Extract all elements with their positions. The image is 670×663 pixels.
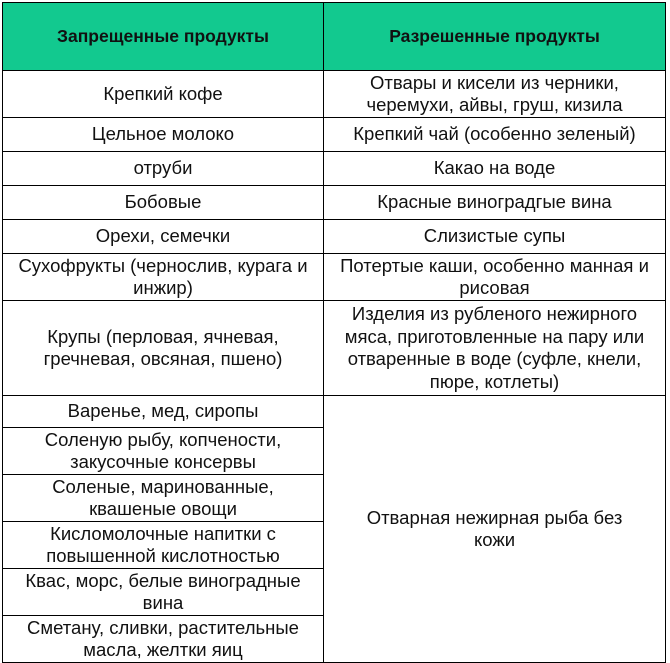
forbidden-cell: Соленую рыбу, копчености, закусочные консервы — [3, 428, 324, 475]
table-row — [3, 396, 666, 428]
forbidden-cell: Квас, морс, белые виноградные вина — [3, 569, 324, 616]
forbidden-cell: Кисломолочные напитки с повышенной кислотностью — [3, 522, 324, 569]
table-row — [3, 254, 666, 301]
forbidden-cell: Соленые, маринованные, квашеные овощи — [3, 475, 324, 522]
forbidden-cell: Сухофрукты (чернослив, курага и инжир) — [3, 254, 324, 301]
forbidden-cell: Крупы (перловая, ячневая, гречневая, овсяная, пшено) — [3, 301, 324, 396]
allowed-cell: Изделия из рубленого нежирного мяса, приготовленные на пару или отваренные в воде (суфле, кнели, пюре, котлеты) — [324, 301, 666, 396]
diet-table-container — [2, 2, 666, 663]
forbidden-cell: Варенье, мед, сиропы — [3, 396, 324, 428]
forbidden-cell: Бобовые — [3, 186, 324, 220]
diet-table — [2, 2, 666, 663]
forbidden-cell: Цельное молоко — [3, 118, 324, 152]
table-row — [3, 301, 666, 396]
forbidden-cell: Сметану, сливки, растительные масла, желтки яиц — [3, 616, 324, 663]
forbidden-cell: Орехи, семечки — [3, 220, 324, 254]
table-header-row — [3, 3, 666, 71]
allowed-cell: Отвары и кисели из черники, черемухи, айвы, груш, кизила — [324, 71, 666, 118]
table-row — [3, 186, 666, 220]
allowed-cell: Красные виноградгые вина — [324, 186, 666, 220]
table-row — [3, 118, 666, 152]
table-row — [3, 71, 666, 118]
allowed-merged-cell: Отварная нежирная рыба без кожи — [324, 396, 666, 663]
forbidden-cell: Крепкий кофе — [3, 71, 324, 118]
header-allowed: Разрешенные продукты — [324, 3, 666, 71]
allowed-cell: Потертые каши, особенно манная и рисовая — [324, 254, 666, 301]
allowed-cell: Крепкий чай (особенно зеленый) — [324, 118, 666, 152]
allowed-cell: Какао на воде — [324, 152, 666, 186]
allowed-cell: Слизистые супы — [324, 220, 666, 254]
forbidden-cell: отруби — [3, 152, 324, 186]
header-forbidden: Запрещенные продукты — [3, 3, 324, 71]
table-row — [3, 220, 666, 254]
table-row — [3, 152, 666, 186]
